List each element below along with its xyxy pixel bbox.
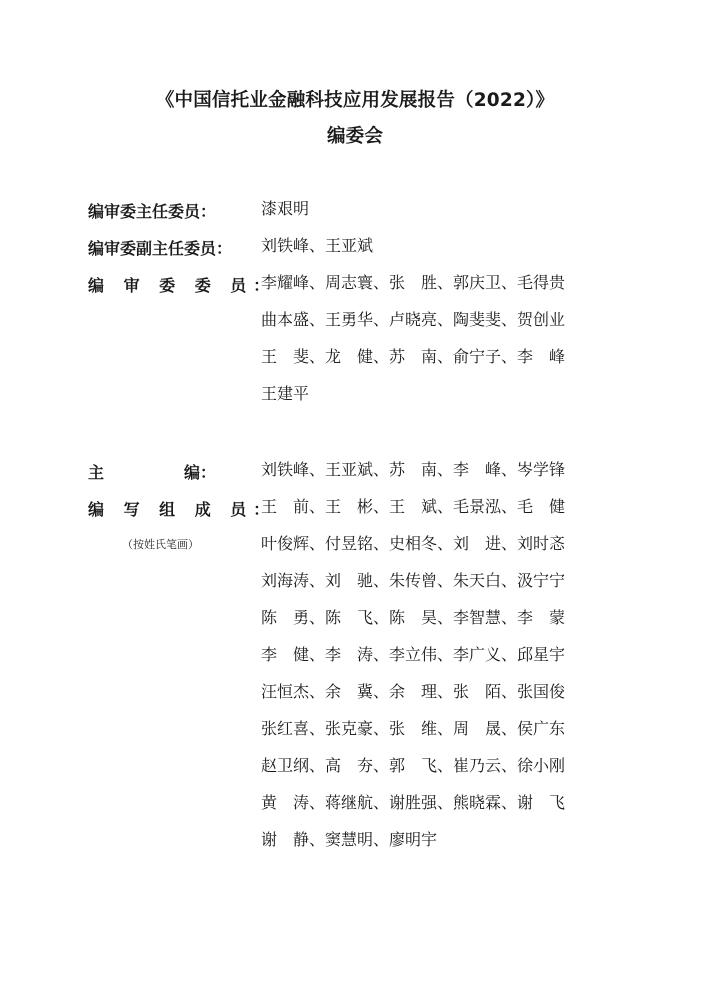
name-line: 汪恒杰、余 冀、余 理、张 陌、张国俊 — [261, 682, 566, 701]
name-line: 漆艰明 — [261, 199, 310, 218]
name-line: 王建平 — [261, 384, 310, 403]
director-label: 编审委主任委员： — [88, 202, 217, 221]
name-line: 赵卫纲、高 夯、郭 飞、崔乃云、徐小刚 — [261, 756, 566, 775]
name-line: 陈 勇、陈 飞、陈 昊、李智慧、李 蒙 — [261, 608, 566, 627]
writers-order-note: （按姓氏笔画） — [122, 538, 199, 551]
name-line: 王 斐、龙 健、苏 南、俞宁子、李 峰 — [261, 347, 566, 366]
name-line: 李 健、李 涛、李立伟、李广义、邱星宇 — [261, 645, 566, 664]
name-line: 张红喜、张克豪、张 维、周 晟、侯广东 — [261, 719, 566, 738]
committee-heading: 编委会 — [326, 126, 384, 147]
writers-label: 编 写 组 成 员： — [88, 500, 277, 519]
name-line: 黄 涛、蒋继航、谢胜强、熊晓霖、谢 飞 — [261, 793, 566, 812]
name-line: 谢 静、窦慧明、廖明宇 — [261, 830, 438, 849]
name-line: 曲本盛、王勇华、卢晓亮、陶斐斐、贺创业 — [261, 310, 566, 329]
editor-in-chief-names — [261, 451, 565, 488]
name-line: 刘铁峰、王亚斌、苏 南、李 峰、岑学锋 — [261, 460, 566, 479]
members-names — [261, 264, 565, 412]
writers-names — [261, 488, 565, 858]
name-line: 刘海涛、刘 驰、朱传曾、朱天白、汲宁宁 — [261, 571, 566, 590]
vice-director-names — [261, 227, 373, 264]
name-line: 叶俊辉、付昱铭、史相冬、刘 进、刘时忞 — [261, 534, 566, 553]
members-label: 编 审 委 委 员： — [88, 276, 277, 295]
name-line: 刘铁峰、王亚斌 — [261, 236, 374, 255]
director-names — [261, 190, 309, 227]
report-title: 《中国信托业金融科技应用发展报告（2022）》 — [155, 90, 555, 111]
editor-in-chief-label: 主 编： — [88, 463, 217, 482]
name-line: 王 前、王 彬、王 斌、毛景泓、毛 健 — [261, 497, 566, 516]
vice-director-label: 编审委副主任委员： — [88, 239, 233, 258]
name-line: 李耀峰、周志寰、张 胜、郭庆卫、毛得贵 — [261, 273, 566, 292]
